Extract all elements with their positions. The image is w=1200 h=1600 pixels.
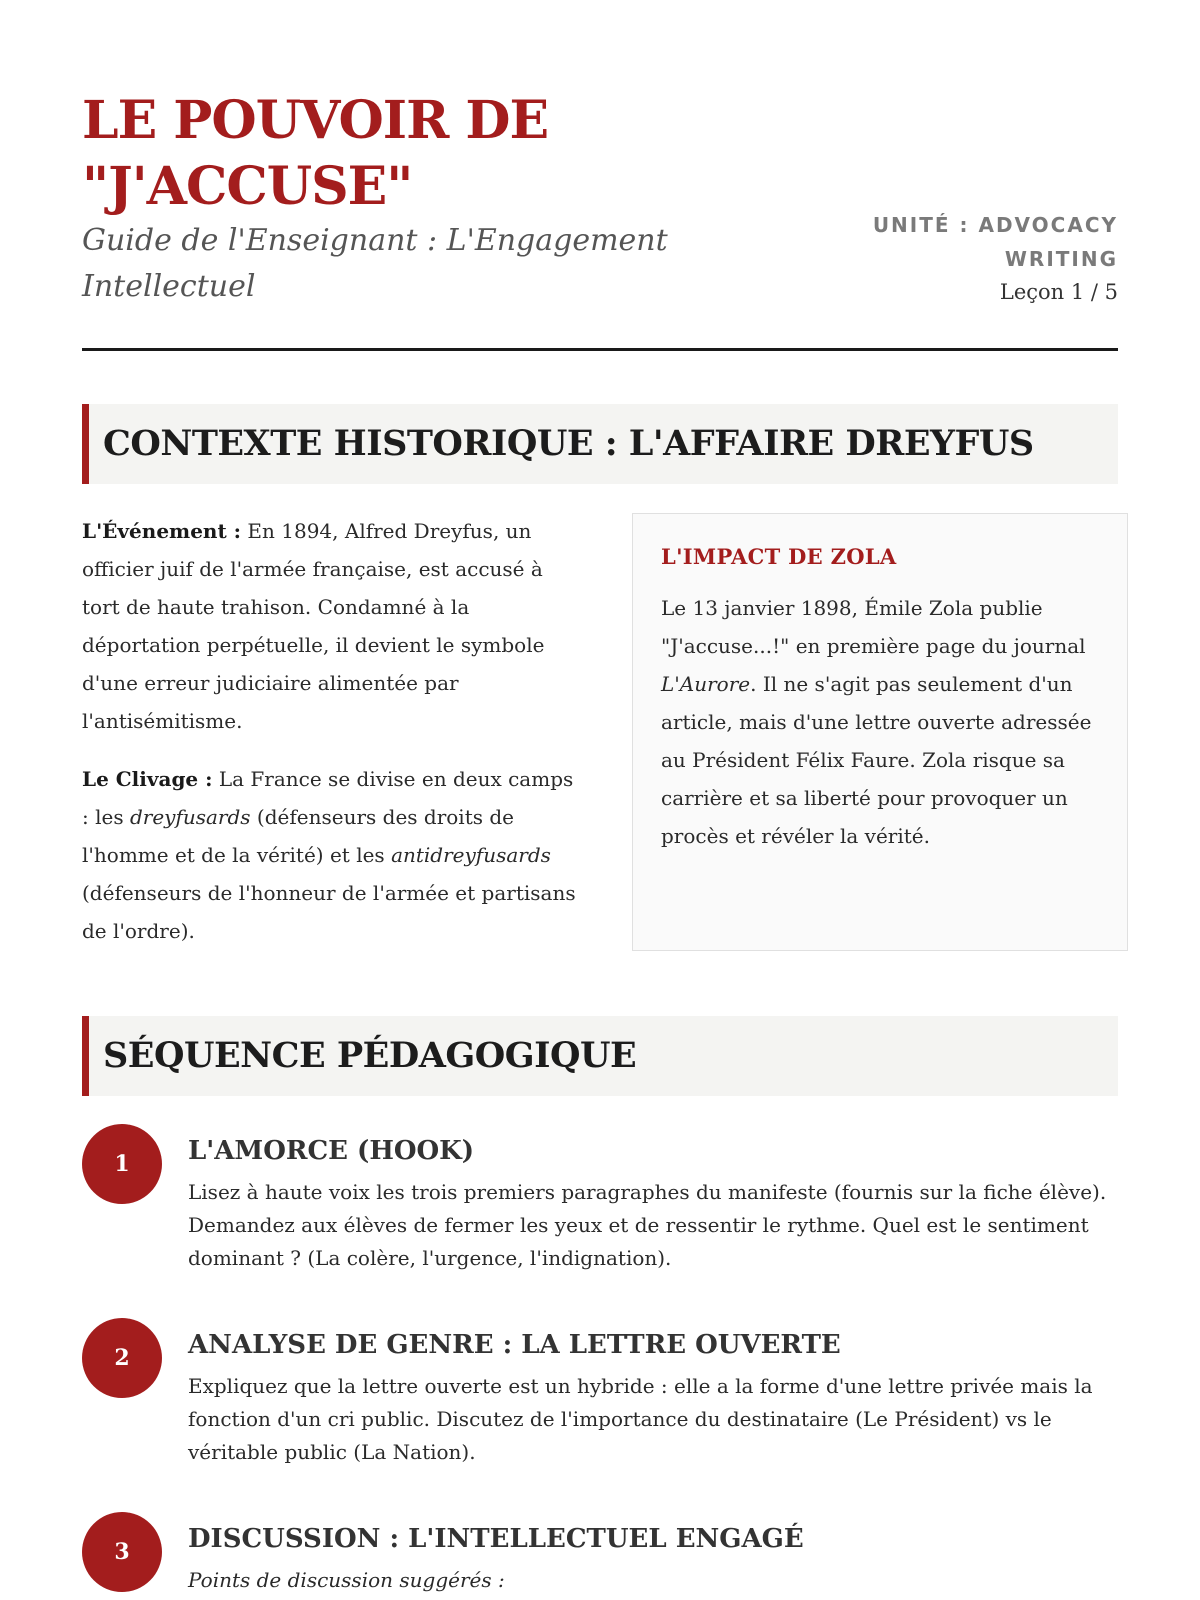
step-title: ANALYSE DE GENRE : LA LETTRE OUVERTE <box>188 1330 841 1360</box>
page-title: LE POUVOIR DE "J'ACCUSE" <box>82 90 549 217</box>
section-header-context <box>82 404 1118 484</box>
step-body <box>188 1134 1118 1275</box>
step-title: DISCUSSION : L'INTELLECTUEL ENGAGÉ <box>188 1524 804 1554</box>
step-text: Expliquez que la lettre ouverte est un hybride : elle a la forme d'une lettre privée mais la fonction d'un cri public. Discutez de l'importance du destinataire (Le Président) vs le véritable public (La Nation). <box>188 1374 1093 1464</box>
cleavage-paragraph <box>82 760 582 950</box>
impact-text-1: Le 13 janvier 1898, Émile Zola publie "J'accuse...!" en première page du journal <box>661 596 1086 658</box>
lesson-meta <box>818 208 1118 308</box>
step-number-badge: 2 <box>82 1318 162 1398</box>
context-text <box>82 512 582 970</box>
cleavage-text-1: La France se divise en deux camps : les <box>82 767 574 829</box>
impact-box-title: L'IMPACT DE ZOLA <box>661 544 897 569</box>
event-paragraph <box>82 512 582 740</box>
section-title-context: CONTEXTE HISTORIQUE : L'AFFAIRE DREYFUS <box>103 423 1034 464</box>
page-subtitle: Guide de l'Enseignant : L'Engagement Intellectuel <box>82 223 668 304</box>
event-label: L'Événement : <box>82 519 242 543</box>
sequence-step-1 <box>82 1124 1118 1284</box>
cleavage-text-3: (défenseurs de l'honneur de l'armée et partisans de l'ordre). <box>82 881 576 943</box>
step-title: L'AMORCE (HOOK) <box>188 1136 475 1166</box>
unit-label: UNITÉ : ADVOCACY WRITING <box>872 213 1118 271</box>
cleavage-text-2: (défenseurs des droits de l'homme et de la vérité) et les <box>82 805 515 867</box>
section-title-sequence: SÉQUENCE PÉDAGOGIQUE <box>103 1035 637 1076</box>
step-number-badge: 3 <box>82 1512 162 1592</box>
step-text: Lisez à haute voix les trois premiers paragraphes du manifeste (fournis sur la fiche élève). Demandez aux élèves de fermer les yeux et de ressentir le rythme. Quel est le sentiment dominant ? (La colère, l'urgence, l'indignation). <box>188 1180 1107 1270</box>
lesson-number: Leçon 1 / 5 <box>999 280 1118 304</box>
event-text: En 1894, Alfred Dreyfus, un officier juif de l'armée française, est accusé à tort de haute trahison. Condamné à la déportation perpétuelle, il devient le symbole d'une erreur judiciaire alimentée par l'antisémitisme. <box>82 519 545 733</box>
section-header-sequence <box>82 1016 1118 1096</box>
header-divider <box>82 348 1118 351</box>
cleavage-label: Le Clivage : <box>82 767 213 791</box>
step-text: Points de discussion suggérés : <box>188 1568 505 1592</box>
newspaper-name: L'Aurore <box>661 672 751 696</box>
sequence-step-3 <box>82 1512 1118 1600</box>
sequence-step-2 <box>82 1318 1118 1478</box>
zola-impact-box <box>632 513 1128 951</box>
cleavage-term-antidreyfusards: antidreyfusards <box>391 843 551 867</box>
cleavage-term-dreyfusards: dreyfusards <box>129 805 251 829</box>
step-body <box>188 1522 1118 1597</box>
page-header <box>82 88 1118 348</box>
impact-box-text <box>661 589 1099 855</box>
step-number-badge: 1 <box>82 1124 162 1204</box>
step-body <box>188 1328 1118 1469</box>
impact-text-2: . Il ne s'agit pas seulement d'un article, mais d'une lettre ouverte adressée au Président Félix Faure. Zola risque sa carrière et sa liberté pour provoquer un procès et révéler la vérité. <box>661 672 1092 848</box>
